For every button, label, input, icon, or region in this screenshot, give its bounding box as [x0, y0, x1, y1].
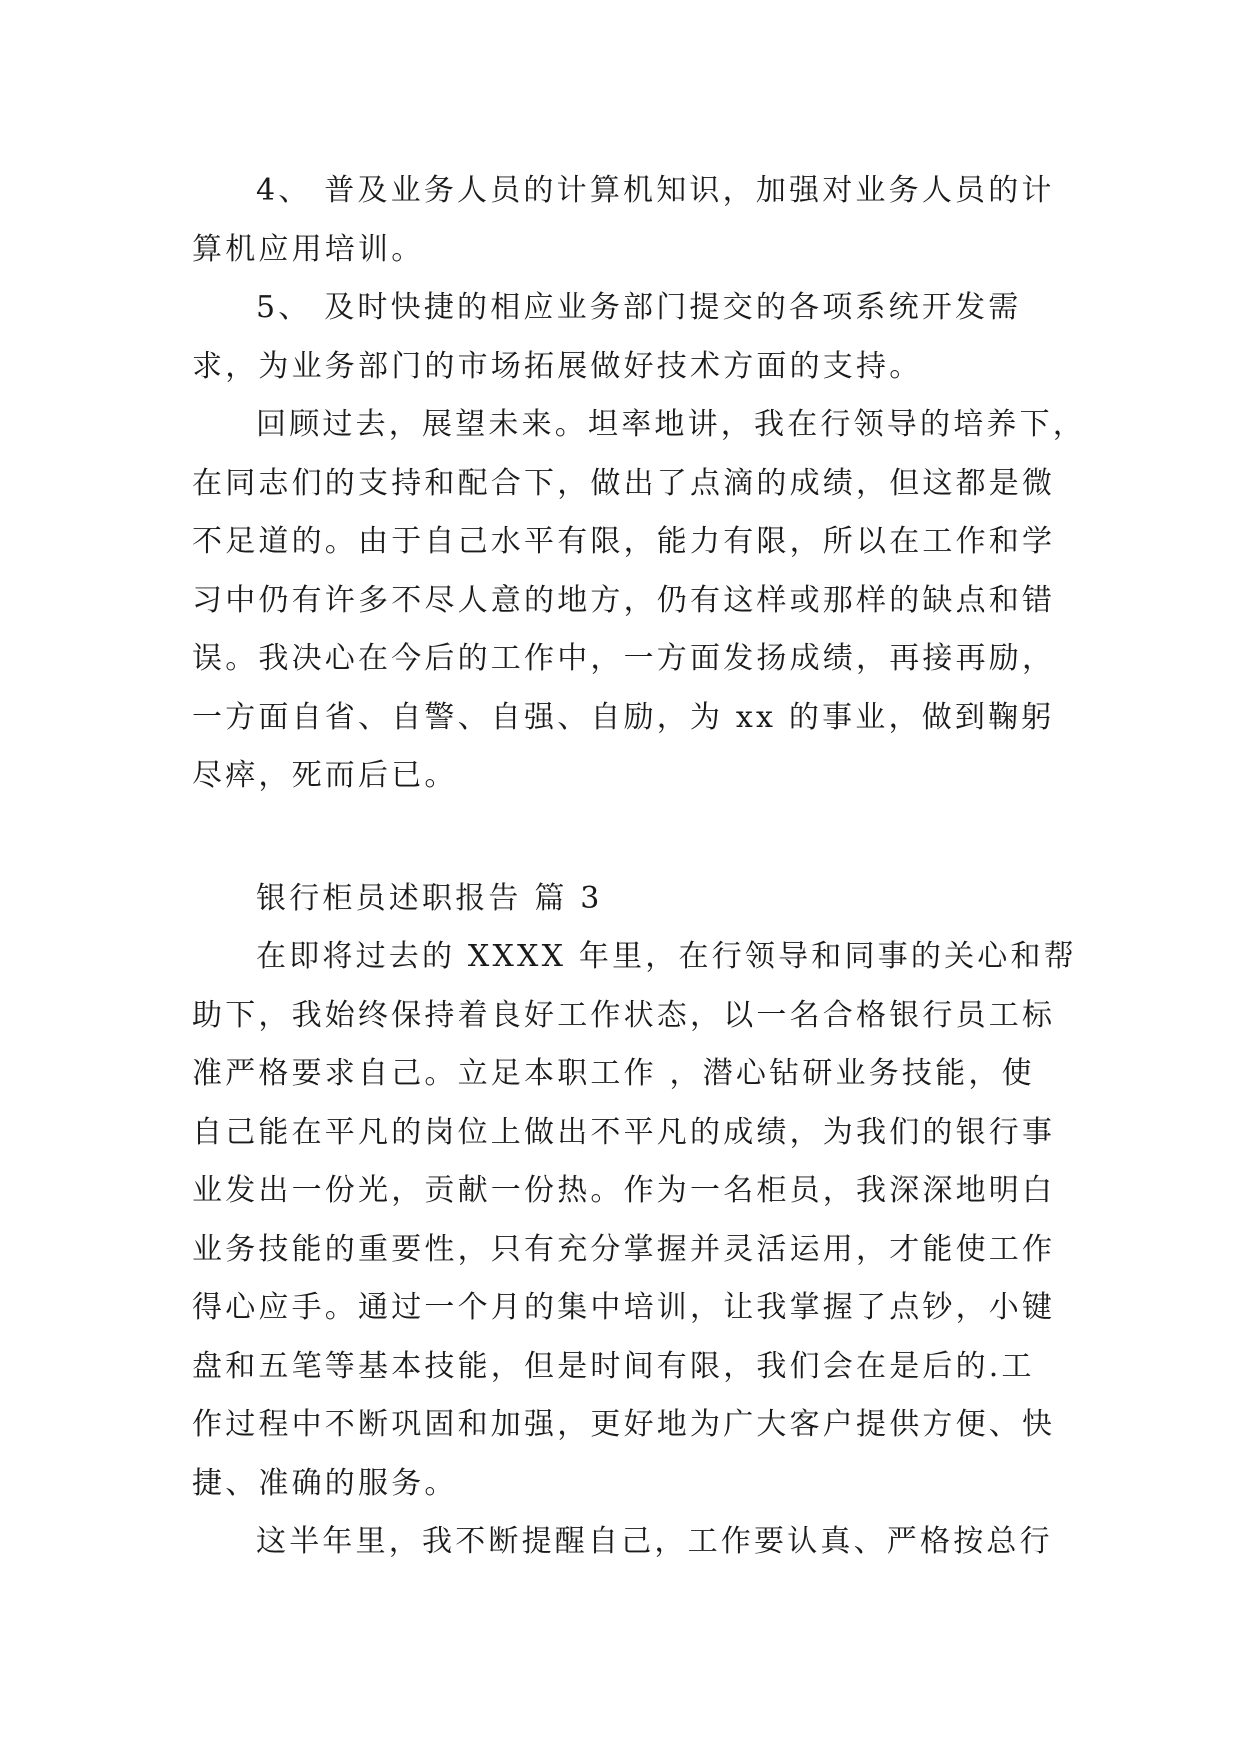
text-line: 业务技能的重要性，只有充分掌握并灵活运用，才能使工作 — [192, 1231, 1056, 1267]
paragraph-review — [192, 396, 1086, 806]
text-line: 作过程中不断巩固和加强，更好地为广大客户提供方便、快 — [192, 1407, 1056, 1442]
text-line: 这半年里，我不断提醒自己，工作要认真、严格按总行 — [256, 1524, 1053, 1559]
text-line: 在即将过去的 XXXX 年里，在行领导和同事的关心和帮 — [256, 939, 1077, 974]
paragraph-item-4 — [192, 162, 1062, 279]
text-line: 捷、准确的服务。 — [192, 1465, 458, 1501]
document-body — [192, 162, 1086, 1572]
text-line: 自己能在平凡的岗位上做出不平凡的成绩，为我们的银行事 — [192, 1114, 1056, 1150]
text-line: 不足道的。由于自己水平有限，能力有限，所以在工作和学 — [192, 524, 1056, 559]
text-line: 业发出一份光，贡献一份热。作为一名柜员，我深深地明白 — [192, 1173, 1056, 1208]
text-line: 得心应手。通过一个月的集中培训，让我掌握了点钞，小键 — [192, 1290, 1056, 1325]
section-title-text: 银行柜员述职报告 篇 3 — [256, 880, 603, 916]
text-line: 求，为业务部门的市场拓展做好技术方面的支持。 — [192, 348, 923, 384]
text-line: 一方面自省、自警、自强、自励，为 xx 的事业，做到鞠躬 — [192, 699, 1055, 735]
text-line: 误。我决心在今后的工作中，一方面发扬成绩，再接再励， — [192, 641, 1056, 676]
text-line: 在同志们的支持和配合下，做出了点滴的成绩，但这都是微 — [192, 465, 1056, 501]
paragraph-spacer — [192, 806, 1062, 870]
text-line: 5、 及时快捷的相应业务部门提交的各项系统开发需 — [256, 290, 1022, 325]
text-line: 算机应用培训。 — [192, 231, 425, 267]
text-line: 盘和五笔等基本技能，但是时间有限，我们会在是后的.工 — [192, 1348, 1035, 1384]
text-line: 助下，我始终保持着良好工作状态，以一名合格银行员工标 — [192, 997, 1056, 1033]
paragraph-item-5 — [192, 279, 1062, 396]
text-line: 4、 普及业务人员的计算机知识，加强对业务人员的计 — [256, 173, 1055, 208]
paragraph-body-1 — [192, 928, 1077, 1513]
text-line: 尽瘁，死而后已。 — [192, 758, 458, 793]
text-line: 回顾过去，展望未来。坦率地讲，我在行领导的培养下， — [256, 407, 1086, 442]
section-title — [192, 870, 1062, 929]
text-line: 准严格要求自己。立足本职工作 ，潜心钻研业务技能，使 — [192, 1056, 1035, 1091]
paragraph-body-2 — [192, 1513, 1062, 1572]
text-line: 习中仍有许多不尽人意的地方，仍有这样或那样的缺点和错 — [192, 582, 1056, 618]
